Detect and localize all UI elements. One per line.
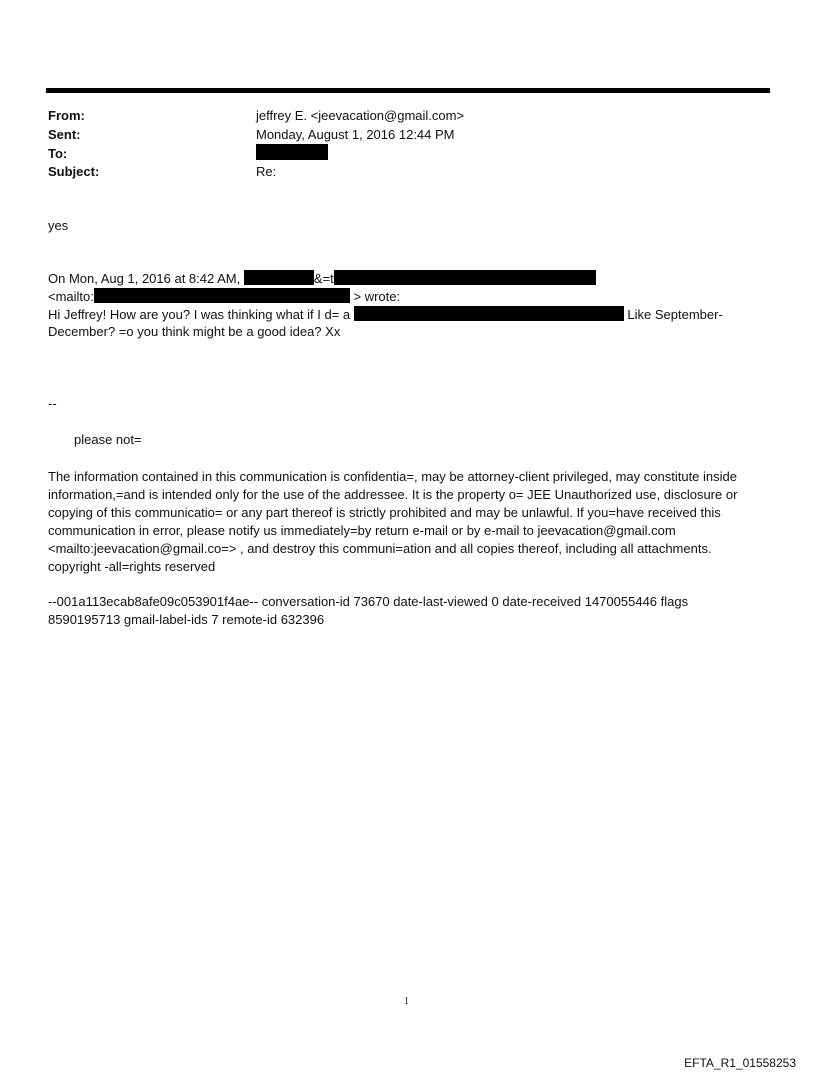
header-divider (46, 88, 770, 93)
subject-label: Subject: (48, 164, 100, 179)
reply-text: yes (48, 218, 69, 233)
signature-separator: -- (48, 396, 57, 411)
quote-intro-text: On Mon, Aug 1, 2016 at 8:42 AM, (48, 271, 241, 286)
to-value-redacted (256, 144, 328, 161)
mailto-prefix: <mailto: (48, 289, 94, 304)
sent-value: Monday, August 1, 2016 12:44 PM (256, 127, 455, 142)
quote-intro-line (48, 270, 596, 286)
message-metadata: --001a113ecab8afe09c053901f4ae-- conversation-id 73670 date-last-viewed 0 date-received 1470055446 flags 8590195713 gmail-label-ids 7 remote-id 632396 (48, 594, 689, 627)
bates-number: EFTA_R1_01558253 (684, 1056, 796, 1070)
redaction-bar (244, 270, 314, 285)
quoted-message-line-1 (48, 306, 723, 322)
from-value: jeffrey E. <jeevacation@gmail.com> (256, 108, 465, 123)
quote-mailto-line (48, 288, 400, 304)
subject-value: Re: (256, 164, 277, 179)
wrote-text: > wrote: (353, 289, 401, 304)
quoted-message-text-cont: Like September- (627, 307, 723, 322)
page-number: 1 (404, 996, 409, 1007)
please-note-text: please not= (74, 432, 142, 447)
sent-label: Sent: (48, 127, 81, 142)
redaction-bar (256, 144, 328, 160)
redaction-bar (354, 306, 624, 321)
quoted-message-line-2: December? =o you think might be a good idea? Xx (48, 324, 341, 339)
to-label: To: (48, 146, 68, 161)
confidentiality-disclaimer: The information contained in this communication is confidentia=, may be attorney-client privileged, may constitute inside information,=and is intended only for the use of the addressee. It is the property o= JEE Unauthorized use, disclosure or copying of this communicatio= or any part thereof is strictly prohibited and may be unlawful. If you=have received this communication in error, please notify us immediately=by return e-mail or by e-mail to jeevacation@gmail.com <mailto:jeevacation@gmail.co=> , and destroy this communi=ation and all copies thereof, including all attachments. copyright -all=rights reserved (48, 469, 738, 574)
redaction-bar (94, 288, 350, 303)
quote-intro-fragment: &=t (313, 271, 334, 286)
quoted-message-text: Hi Jeffrey! How are you? I was thinking what if I d= a (48, 307, 351, 322)
redaction-bar (334, 270, 596, 285)
from-label: From: (48, 108, 85, 123)
